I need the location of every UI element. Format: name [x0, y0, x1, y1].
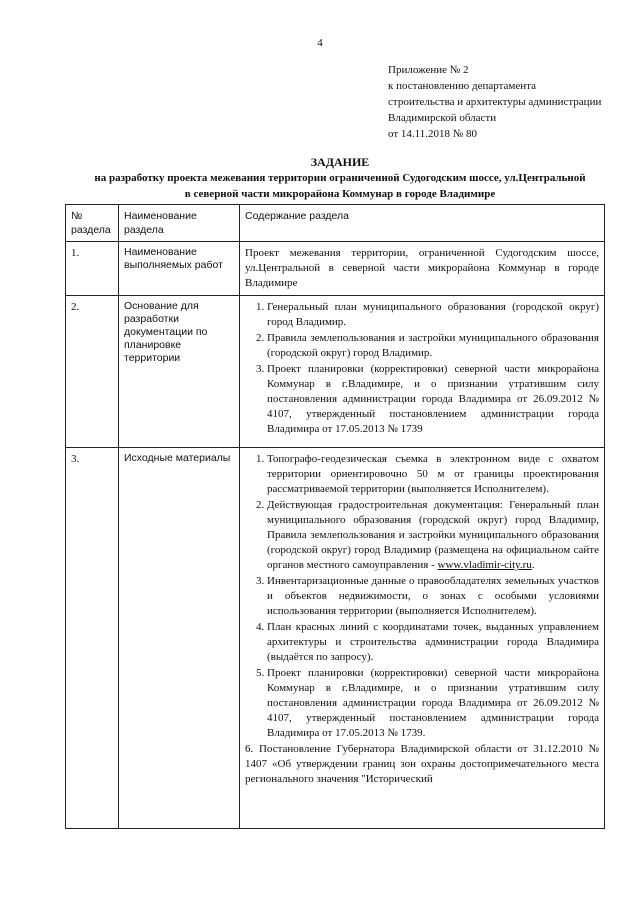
- list-item: 3. Инвентаризационные данные о правообладателях земельных участков и объектов недвижимости, о зонах с особыми условиями использования территории (выполняется Исполнителем).: [267, 574, 599, 619]
- list-item: 1. Топографо-геодезическая съемка в электронном виде с охватом территории ориентировочно 50 м от границы проектирования рассматриваемой территории (выполняется Исполнителем).: [267, 452, 599, 497]
- document-title: ЗАДАНИЕ: [310, 155, 370, 169]
- basis-list: [245, 300, 599, 437]
- list-item: 5. Проект планировки (корректировки) северной части микрорайона Коммунар в г.Владимире, и о признании утратившим силу постановления администрации города Владимира от 26.09.2012 № 4107, утвержденный постановлением администрации города Владимира от 17.05.2013 № 1739.: [267, 666, 599, 741]
- list-item-text: Действующая градостроительная документация: Генеральный план муниципального образования (городской округ) город Владимир, Правила землепользования и застройки муниципального образования (городской округ) город Владимир (размещена на официальном сайте органов местного самоуправления -: [267, 499, 599, 571]
- list-item: 2. Правила землепользования и застройки муниципального образования (городской округ) город Владимир.: [267, 331, 599, 361]
- document-subtitle-line-1: на разработку проекта межевания территории ограниченной Судогодским шоссе, ул.Центральной: [94, 172, 586, 184]
- row-content: [240, 296, 605, 448]
- materials-list: [245, 452, 599, 787]
- header-section-content: Содержание раздела: [240, 205, 605, 242]
- table-row: [66, 448, 605, 829]
- row-name: Основание для разработки документации по планировке территории: [119, 296, 240, 448]
- page-number: 4: [317, 37, 323, 49]
- sections-table: [65, 204, 605, 829]
- row-content: [240, 448, 605, 829]
- appendix-line: Владимирской области: [388, 112, 497, 124]
- list-item: 3. Проект планировки (корректировки) северной части микрорайона Коммунар в г.Владимире, и о признании утратившим силу постановления администрации города Владимира от 26.09.2012 № 4107, утвержденный постановлением администрации города Владимира от 17.05.2013 № 1739: [267, 362, 599, 437]
- row-name: Наименование выполняемых работ: [119, 242, 240, 296]
- row-number: 2.: [66, 296, 119, 448]
- appendix-line: от 14.11.2018 № 80: [388, 128, 477, 140]
- list-item: 4. План красных линий с координатами точек, выданных управлением архитектуры и строительства администрации города Владимира (выдаётся по запросу).: [267, 620, 599, 665]
- row-number: 1.: [66, 242, 119, 296]
- row-name: Исходные материалы: [119, 448, 240, 829]
- row-content: Проект межевания территории, ограниченной Судогодским шоссе, ул.Центральной в северной части микрорайона Коммунар в городе Владимире: [240, 242, 605, 296]
- list-item: 6. Постановление Губернатора Владимирской области от 31.12.2010 № 1407 «Об утверждении границ зон охраны достопримечательного места регионального значения "Исторический: [245, 743, 599, 785]
- appendix-line: к постановлению департамента: [388, 80, 536, 92]
- document-subtitle-line-2: в северной части микрорайона Коммунар в городе Владимире: [184, 188, 496, 200]
- appendix-block: [388, 62, 628, 142]
- row-number: 3.: [66, 448, 119, 829]
- list-item-end: .: [531, 559, 535, 571]
- appendix-line: строительства и архитектуры администрации: [388, 96, 602, 108]
- table-header-row: [66, 205, 605, 242]
- list-item: 1. Генеральный план муниципального образования (городской округ) город Владимир.: [267, 300, 599, 330]
- site-link[interactable]: www.vladimir-city.ru: [437, 559, 532, 571]
- header-section-number: № раздела: [66, 205, 119, 242]
- appendix-line: Приложение № 2: [388, 64, 469, 76]
- header-section-name: Наименование раздела: [119, 205, 240, 242]
- table-row: [66, 296, 605, 448]
- title-block: [60, 154, 620, 202]
- table-row: [66, 242, 605, 296]
- list-item: [267, 498, 599, 573]
